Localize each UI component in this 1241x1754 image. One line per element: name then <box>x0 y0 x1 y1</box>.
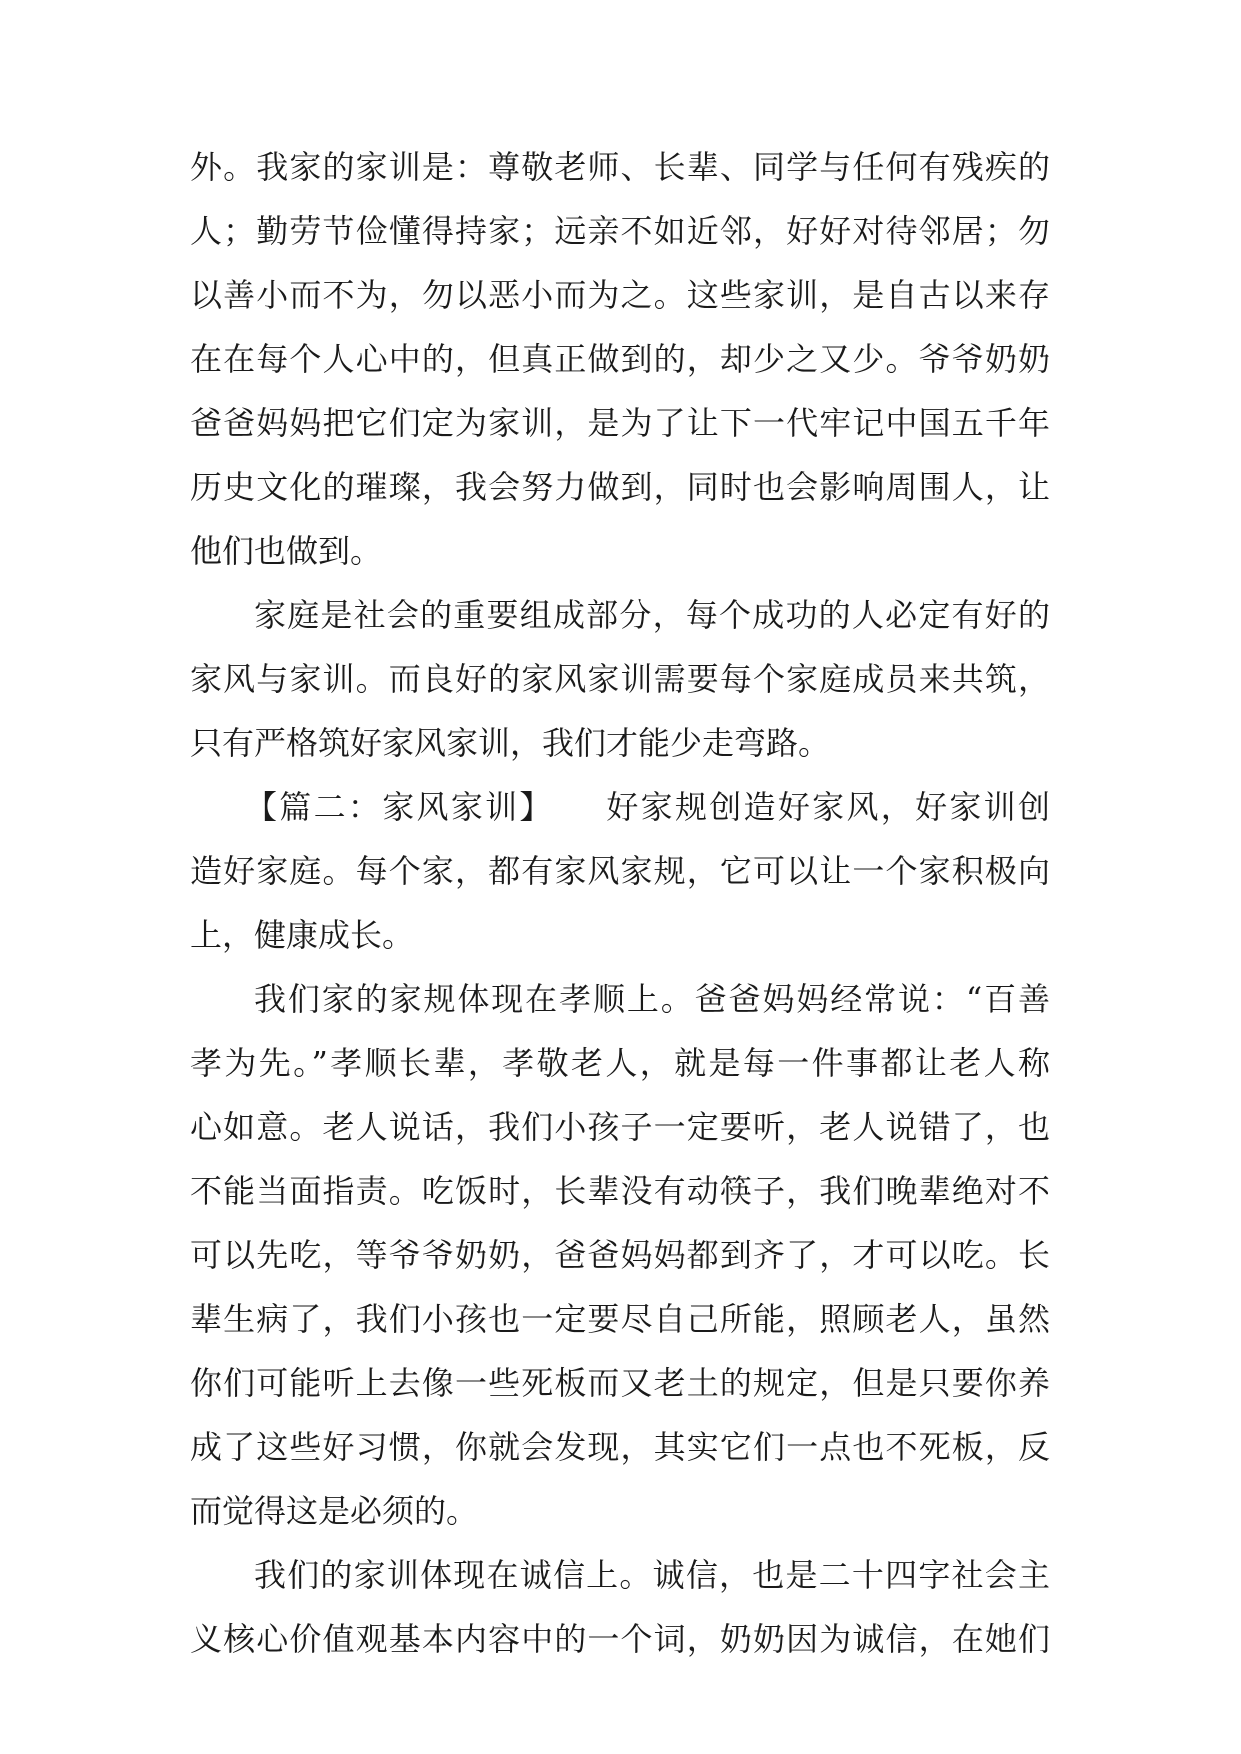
text-line: 我们家的家规体现在孝顺上。爸爸妈妈经常说：“百善 <box>254 980 1050 1018</box>
text-line: 成了这些好习惯，你就会发现，其实它们一点也不死板，反 <box>190 1428 1050 1466</box>
text-line: 爸爸妈妈把它们定为家训，是为了让下一代牢记中国五千年 <box>190 404 1050 442</box>
text-line: 外。我家的家训是：尊敬老师、长辈、同学与任何有残疾的 <box>190 148 1050 186</box>
text-line: 在在每个人心中的，但真正做到的，却少之又少。爷爷奶奶 <box>190 340 1050 378</box>
text-line: 义核心价值观基本内容中的一个词，奶奶因为诚信，在她们 <box>190 1620 1050 1658</box>
text-line: 他们也做到。 <box>190 532 383 570</box>
text-line: 不能当面指责。吃饭时，长辈没有动筷子，我们晚辈绝对不 <box>190 1172 1050 1210</box>
text-line: 造好家庭。每个家，都有家风家规，它可以让一个家积极向 <box>190 852 1050 890</box>
text-line: 只有严格筑好家风家训，我们才能少走弯路。 <box>190 724 831 762</box>
text-line: 家风与家训。而良好的家风家训需要每个家庭成员来共筑， <box>190 660 1050 698</box>
text-line: 人；勤劳节俭懂得持家；远亲不如近邻，好好对待邻居；勿 <box>190 212 1050 250</box>
text-line: 可以先吃，等爷爷奶奶，爸爸妈妈都到齐了，才可以吃。长 <box>190 1236 1050 1274</box>
text-line: 家庭是社会的重要组成部分，每个成功的人必定有好的 <box>254 596 1050 634</box>
text-line: 你们可能听上去像一些死板而又老土的规定，但是只要你养 <box>190 1364 1050 1402</box>
text-line: 心如意。老人说话，我们小孩子一定要听，老人说错了，也 <box>190 1108 1050 1146</box>
text-line: 孝为先。”孝顺长辈，孝敬老人，就是每一件事都让老人称 <box>190 1044 1050 1082</box>
section-heading-line: 【篇二：家风家训】 好家规创造好家风，好家训创 <box>245 788 1050 826</box>
text-line: 辈生病了，我们小孩也一定要尽自己所能，照顾老人，虽然 <box>190 1300 1050 1338</box>
text-line: 我们的家训体现在诚信上。诚信，也是二十四字社会主 <box>254 1556 1050 1594</box>
text-line: 以善小而不为，勿以恶小而为之。这些家训，是自古以来存 <box>190 276 1050 314</box>
text-line: 而觉得这是必须的。 <box>190 1492 479 1530</box>
text-line: 历史文化的璀璨，我会努力做到，同时也会影响周围人，让 <box>190 468 1050 506</box>
text-line: 上，健康成长。 <box>190 916 415 954</box>
